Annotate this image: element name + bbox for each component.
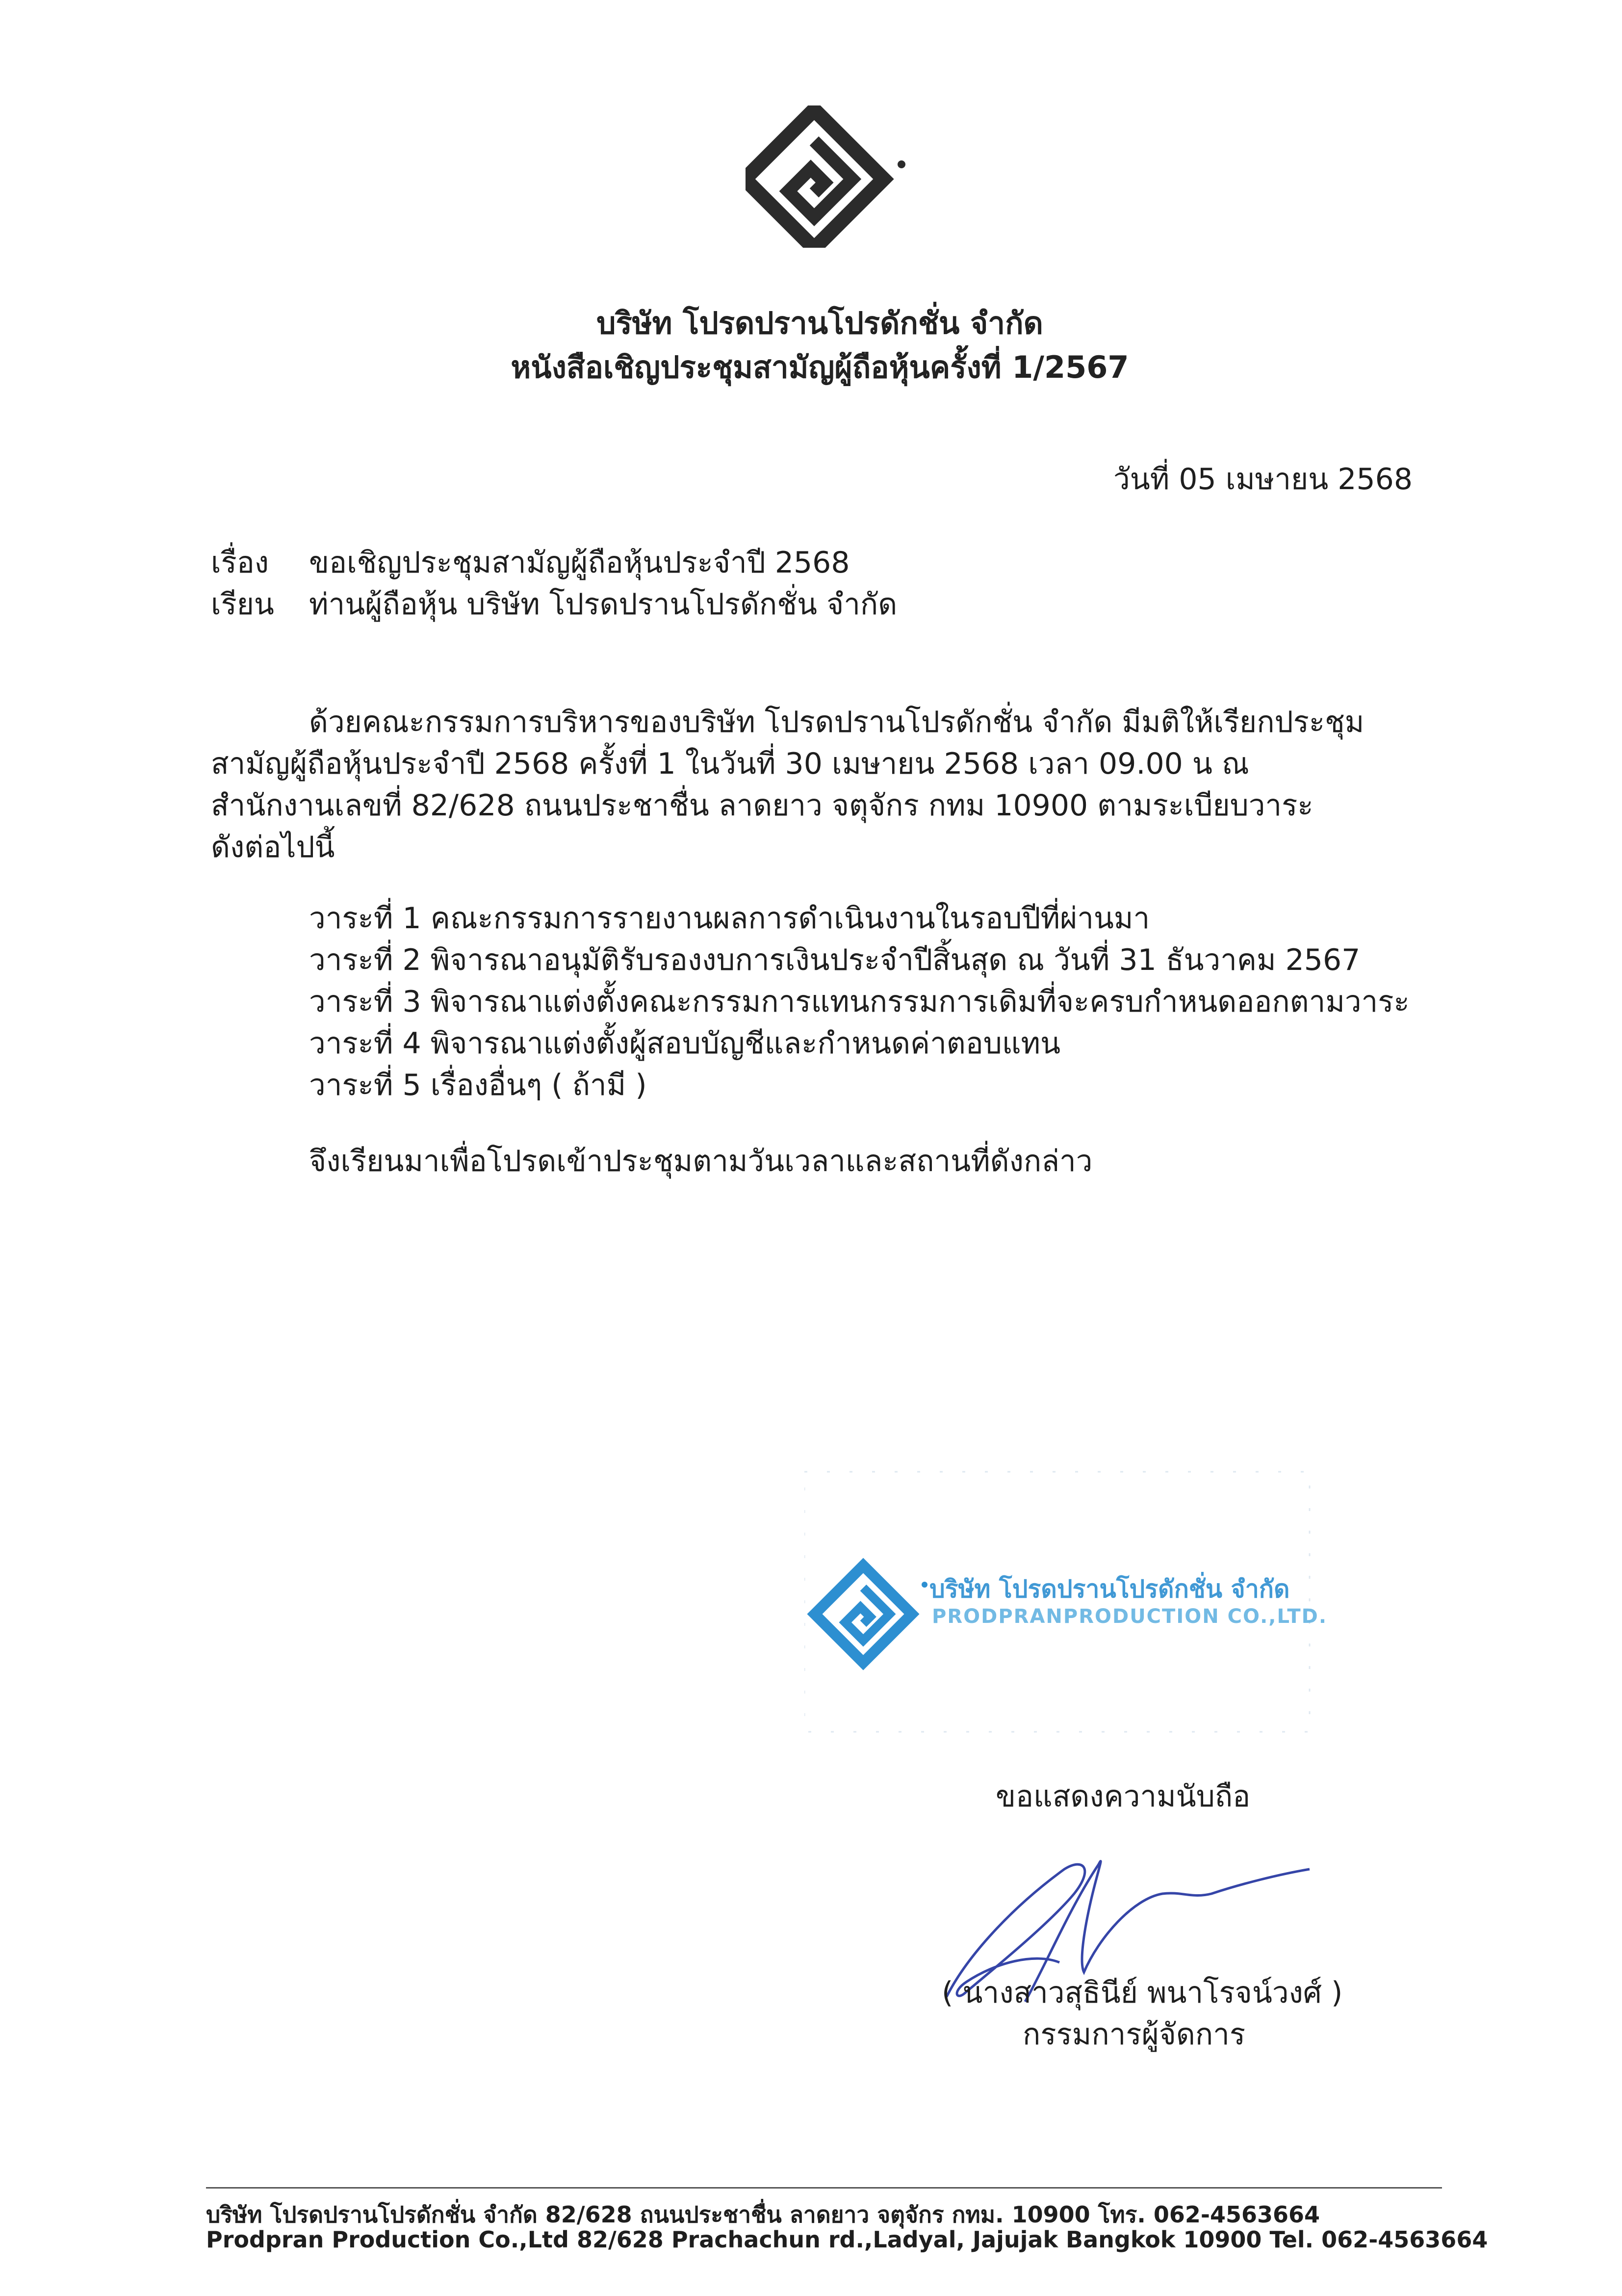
recipient-value: ท่านผู้ถือหุ้น บริษัท โปรดปรานโปรดักชั่น จำกัด	[309, 587, 898, 622]
footer-divider	[206, 2187, 1442, 2189]
prodpran-logo-icon	[746, 105, 912, 248]
subject-value: ขอเชิญประชุมสามัญผู้ถือหุ้นประจำปี 2568	[309, 546, 850, 580]
signatory-position: กรรมการผู้จัดการ	[1023, 2017, 1246, 2052]
letter-date: วันที่ 05 เมษายน 2568	[1113, 462, 1413, 496]
signatory-name: ( นางสาวสุธินีย์ พนาโรจน์วงศ์ )	[942, 1976, 1343, 2010]
body-line: ดังต่อไปนี้	[211, 830, 335, 864]
agenda-item: วาระที่ 5 เรื่องอื่นๆ ( ถ้ามี )	[309, 1068, 647, 1102]
regards-text: ขอแสดงความนับถือ	[996, 1779, 1251, 1814]
stamp-company-english: PRODPRANPRODUCTION CO.,LTD.	[932, 1605, 1328, 1628]
closing-text: จึงเรียนมาเพื่อโปรดเข้าประชุมตามวันเวลาและสถานที่ดังกล่าว	[309, 1144, 1093, 1178]
stamp-company-thai: บริษัท โปรดปรานโปรดักชั่น จำกัด	[929, 1575, 1290, 1603]
subject-label: เรื่อง	[211, 546, 269, 580]
body-line: สำนักงานเลขที่ 82/628 ถนนประชาชื่น ลาดยาว จตุจักร กทม 10900 ตามระเบียบวาระ	[211, 788, 1313, 823]
footer-address-thai: บริษัท โปรดปรานโปรดักชั่น จำกัด 82/628 ถนนประชาชื่น ลาดยาว จตุจักร กทม. 10900 โทร. 062-4563664	[206, 2201, 1320, 2228]
company-title: บริษัท โปรดปรานโปรดักชั่น จำกัด	[596, 305, 1043, 341]
recipient-label: เรียน	[211, 587, 274, 622]
body-line: สามัญผู้ถือหุ้นประจำปี 2568 ครั้งที่ 1 ในวันที่ 30 เมษายน 2568 เวลา 09.00 น ณ	[211, 747, 1249, 781]
agenda-item: วาระที่ 3 พิจารณาแต่งตั้งคณะกรรมการแทนกรรมการเดิมที่จะครบกำหนดออกตามวาระ	[309, 985, 1410, 1019]
document-title: หนังสือเชิญประชุมสามัญผู้ถือหุ้นครั้งที่ 1/2567	[511, 349, 1129, 385]
body-line: ด้วยคณะกรรมการบริหารของบริษัท โปรดปรานโปรดักชั่น จำกัด มีมติให้เรียกประชุม	[309, 705, 1365, 739]
agenda-item: วาระที่ 4 พิจารณาแต่งตั้งผู้สอบบัญชีและกำหนดค่าตอบแทน	[309, 1026, 1061, 1061]
agenda-item: วาระที่ 1 คณะกรรมการรายงานผลการดำเนินงานในรอบปีที่ผ่านมา	[309, 901, 1150, 936]
footer-address-english: Prodpran Production Co.,Ltd 82/628 Prachachun rd.,Ladyal, Jajujak Bangkok 10900 Tel. 062-4563664	[206, 2226, 1488, 2253]
agenda-item: วาระที่ 2 พิจารณาอนุมัติรับรองงบการเงินประจำปีสิ้นสุด ณ วันที่ 31 ธันวาคม 2567	[309, 943, 1361, 977]
